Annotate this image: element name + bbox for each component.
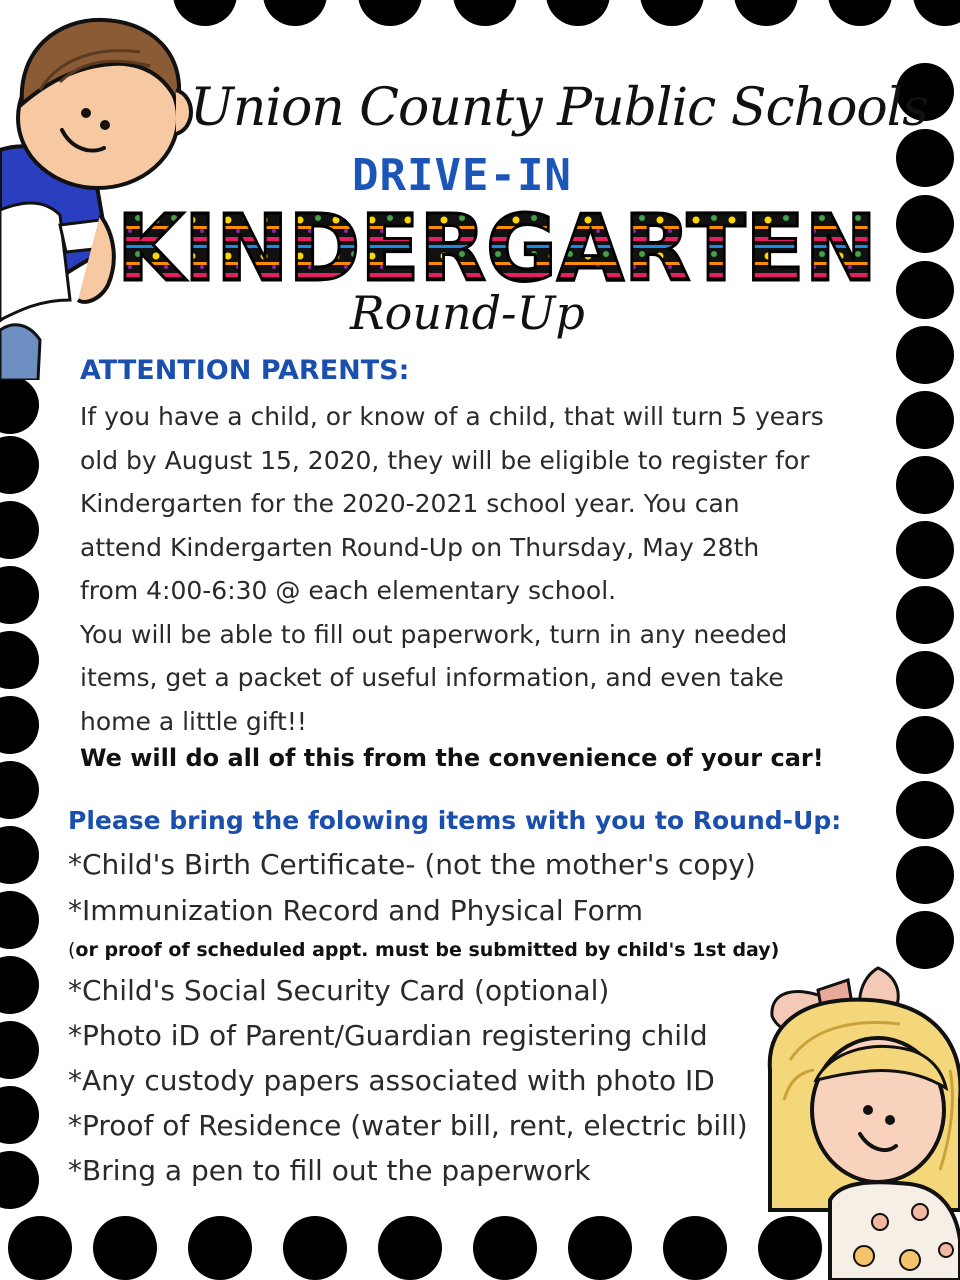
- convenience-note: We will do all of this from the convenience of your car!: [80, 744, 824, 772]
- checklist-item: *Child's Birth Certificate- (not the mother's copy): [68, 848, 756, 881]
- border-dot: [0, 761, 39, 819]
- attention-line: If you have a child, or know of a child, that will turn 5 years: [80, 402, 824, 431]
- border-dot: [640, 0, 704, 26]
- border-dot: [0, 956, 39, 1014]
- checklist-item: *Photo iD of Parent/Guardian registering child: [68, 1019, 708, 1052]
- border-dot: [378, 1216, 442, 1280]
- kindergarten-text: KINDERGARTEN: [117, 198, 877, 290]
- border-dot: [896, 391, 954, 449]
- note-bold-text: or proof of scheduled appt. must be submitted by child's 1st day): [75, 939, 780, 961]
- attention-line: You will be able to fill out paperwork, turn in any needed: [80, 619, 788, 649]
- border-dot: [0, 631, 39, 689]
- attention-line: old by August 15, 2020, they will be eligible to register for: [80, 445, 810, 475]
- attention-line: home a little gift!!: [80, 706, 307, 736]
- border-dot: [8, 1216, 72, 1280]
- border-dot: [896, 456, 954, 514]
- border-dot: [896, 846, 954, 904]
- border-dot: [473, 1216, 537, 1280]
- border-dot: [0, 1086, 39, 1144]
- boy-illustration: [0, 0, 200, 380]
- event-name: Round-Up: [350, 286, 585, 340]
- attention-line: from 4:00-6:30 @ each elementary school.: [80, 576, 617, 605]
- border-dot: [263, 0, 327, 26]
- border-dot: [188, 1216, 252, 1280]
- border-dot: [896, 781, 954, 839]
- checklist-item: *Bring a pen to fill out the paperwork: [68, 1154, 591, 1187]
- checklist-heading: Please bring the folowing items with you to Round-Up:: [68, 806, 842, 835]
- border-dot: [453, 0, 517, 26]
- border-dot: [896, 195, 954, 253]
- border-dot: [0, 1151, 39, 1209]
- border-dot: [0, 501, 39, 559]
- border-dot: [0, 826, 39, 884]
- note-paren: (: [68, 939, 76, 961]
- border-dot: [568, 1216, 632, 1280]
- girl-illustration: [760, 960, 960, 1280]
- checklist-item: *Immunization Record and Physical Form: [68, 894, 644, 927]
- attention-line: Kindergarten for the 2020-2021 school year. You can: [80, 489, 740, 518]
- border-dot: [896, 586, 954, 644]
- attention-line: attend Kindergarten Round-Up on Thursday, May 28th: [80, 532, 760, 562]
- attention-heading: ATTENTION PARENTS:: [80, 355, 410, 386]
- attention-line: items, get a packet of useful information, and even take: [80, 663, 784, 692]
- border-dot: [896, 261, 954, 319]
- border-dot: [283, 1216, 347, 1280]
- border-dot: [896, 716, 954, 774]
- border-dot: [0, 566, 39, 624]
- border-dot: [828, 0, 892, 26]
- border-dot: [0, 1021, 39, 1079]
- checklist-item: *Any custody papers associated with photo ID: [68, 1064, 715, 1097]
- attention-body: [80, 395, 824, 743]
- kindergarten-wordmark: [112, 198, 882, 290]
- border-dot: [93, 1216, 157, 1280]
- immunization-note: [68, 939, 779, 961]
- border-dot: [896, 326, 954, 384]
- border-dot: [0, 696, 39, 754]
- border-dot: [734, 0, 798, 26]
- district-title: Union County Public Schools: [190, 78, 928, 138]
- checklist-item: *Proof of Residence (water bill, rent, electric bill): [68, 1109, 748, 1142]
- border-dot: [358, 0, 422, 26]
- border-dot: [663, 1216, 727, 1280]
- border-dot: [896, 651, 954, 709]
- border-dot: [546, 0, 610, 26]
- border-dot: [913, 0, 960, 26]
- event-type-label: DRIVE-IN: [352, 150, 572, 201]
- border-dot: [896, 521, 954, 579]
- border-dot: [0, 376, 39, 434]
- border-dot: [0, 436, 39, 494]
- border-dot: [0, 891, 39, 949]
- checklist-item: *Child's Social Security Card (optional): [68, 974, 610, 1007]
